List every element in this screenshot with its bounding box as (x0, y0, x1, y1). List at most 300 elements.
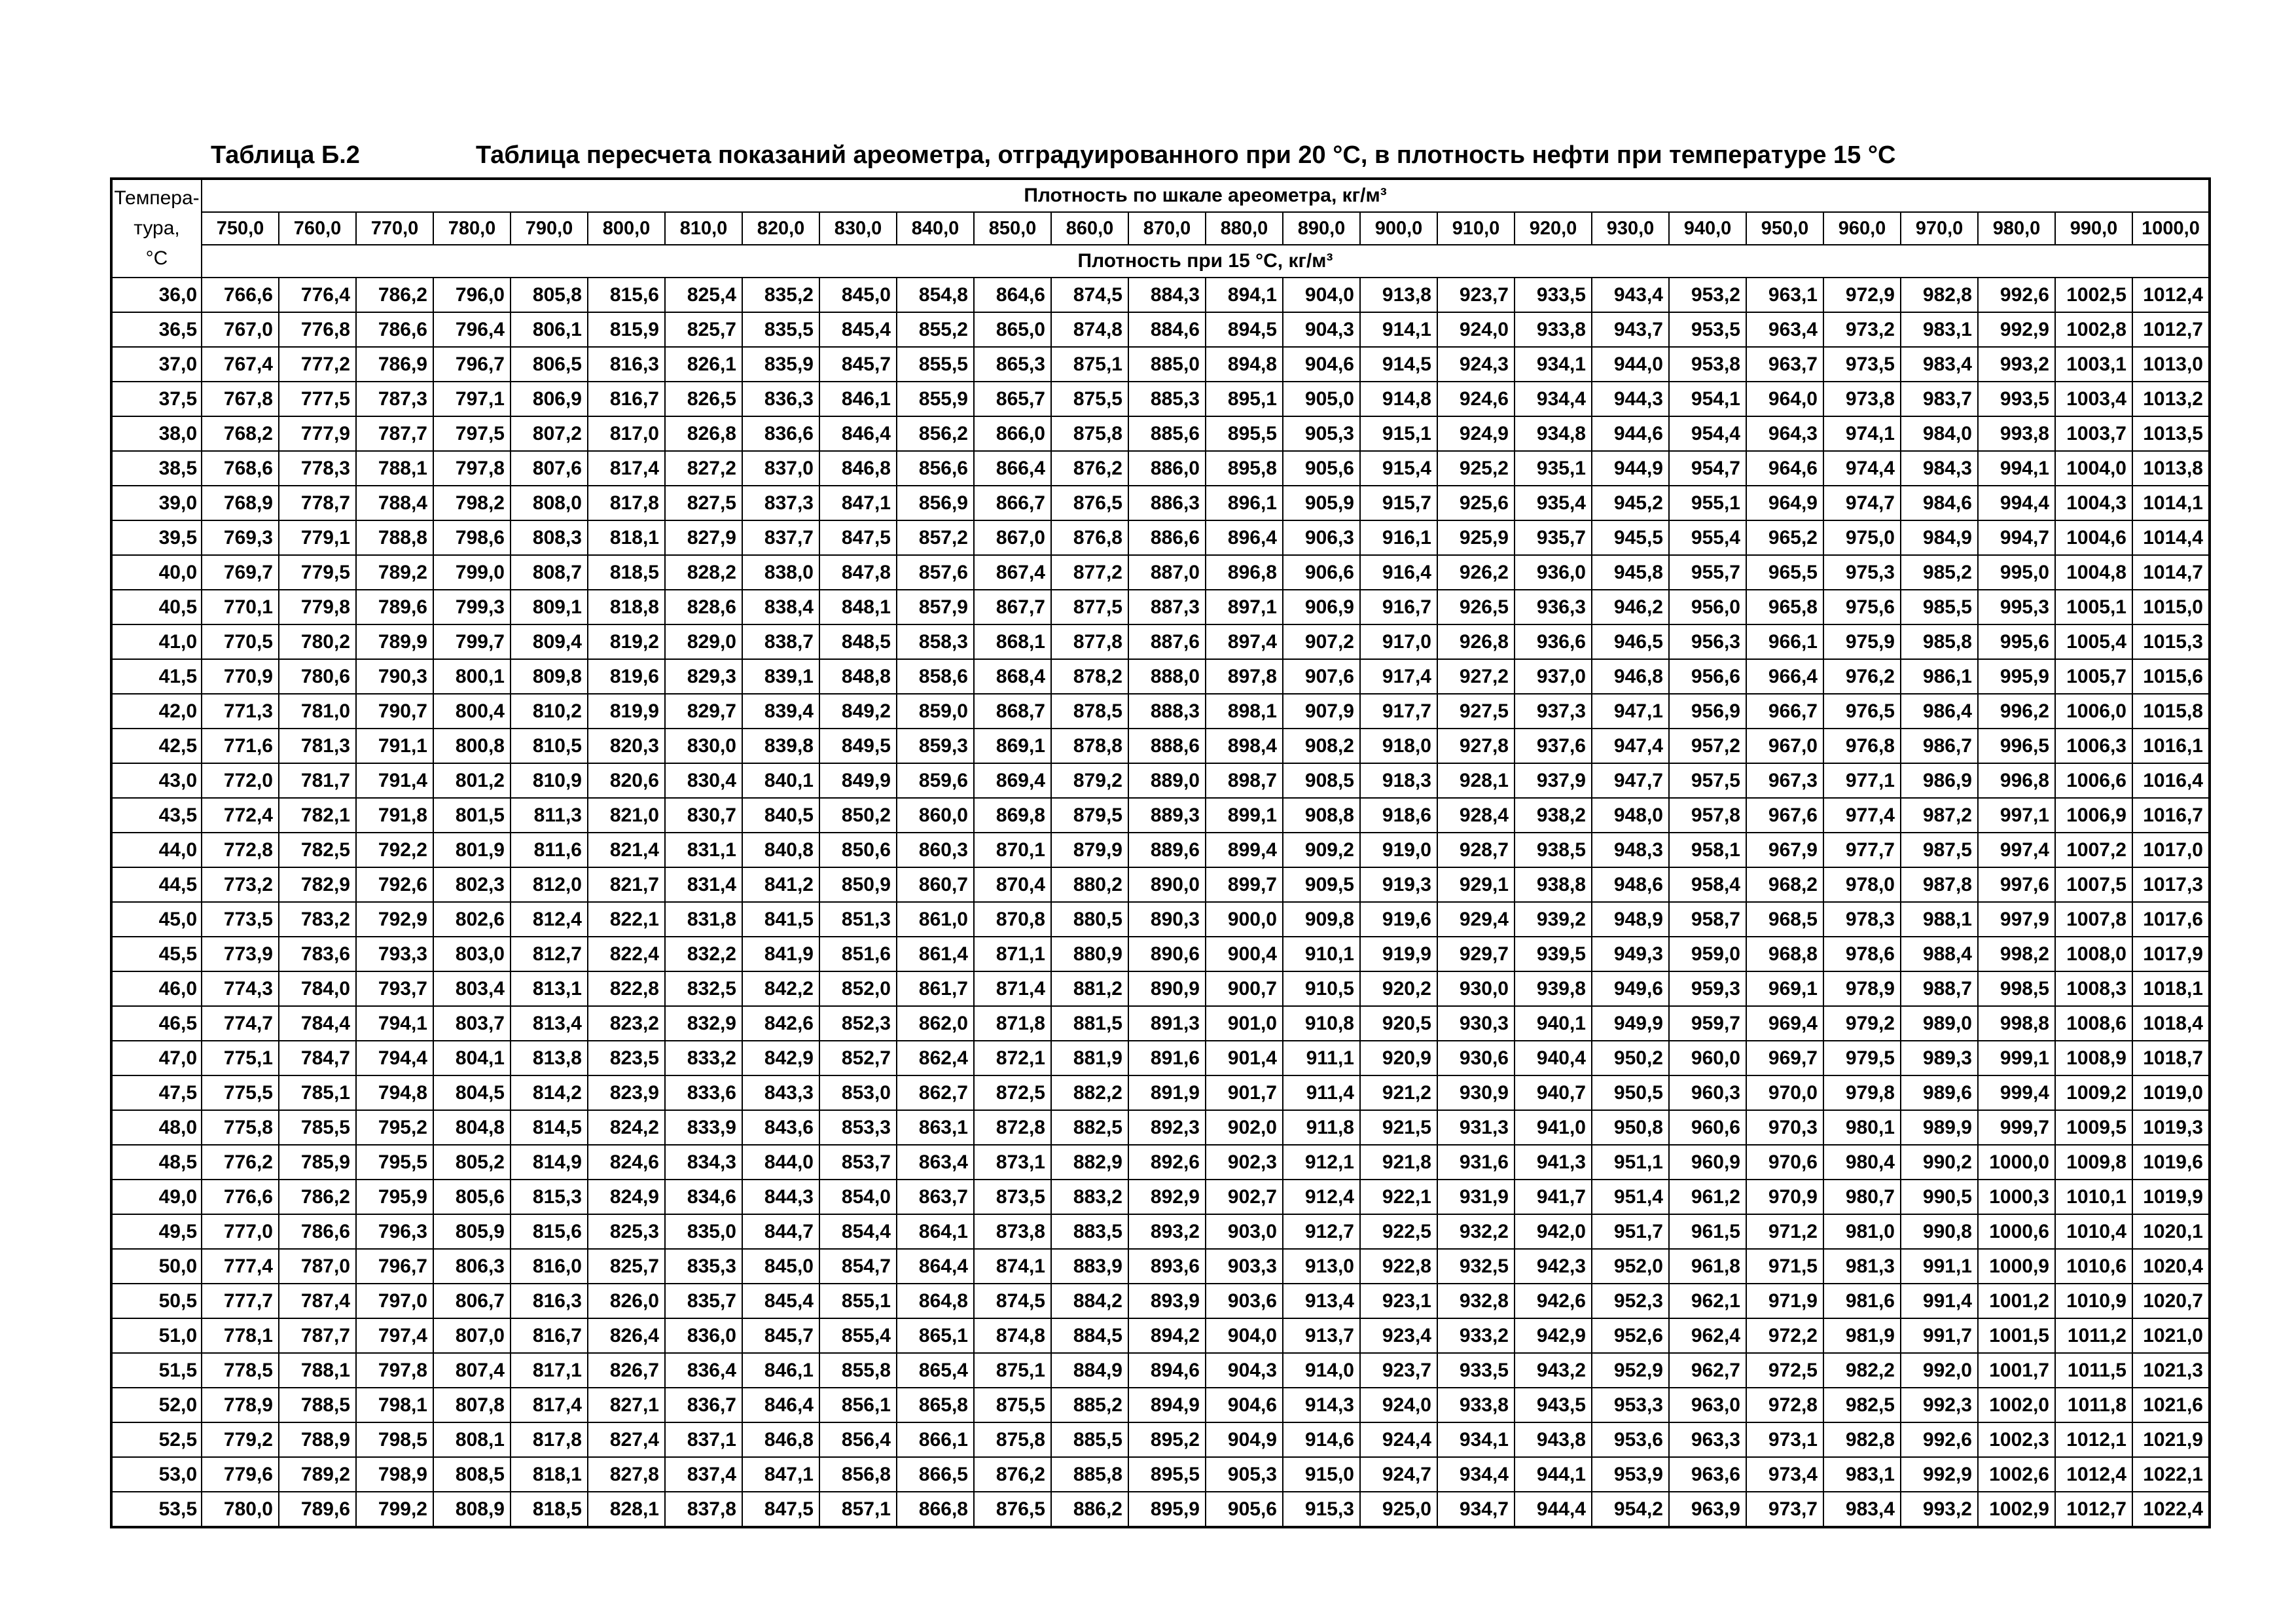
density-cell: 866,4 (974, 451, 1051, 486)
density-cell: 1012,1 (2055, 1422, 2132, 1457)
density-cell: 908,2 (1283, 729, 1360, 763)
density-cell: 884,6 (1128, 312, 1206, 347)
density-cell: 771,6 (202, 729, 279, 763)
density-cell: 890,9 (1128, 971, 1206, 1006)
density-cell: 992,9 (1901, 1457, 1978, 1492)
density-cell: 818,1 (588, 520, 665, 555)
density-cell: 942,6 (1515, 1284, 1592, 1318)
density-cell: 834,3 (665, 1145, 742, 1180)
density-cell: 856,8 (819, 1457, 897, 1492)
density-cell: 884,3 (1128, 278, 1206, 312)
density-cell: 980,7 (1823, 1180, 1901, 1214)
table-row (111, 1249, 2210, 1284)
density-cell: 1000,9 (1978, 1249, 2055, 1284)
density-cell: 975,0 (1823, 520, 1901, 555)
density-cell: 779,2 (202, 1422, 279, 1457)
density-cell: 940,4 (1515, 1041, 1592, 1075)
density-cell: 830,4 (665, 763, 742, 798)
density-cell: 919,6 (1360, 902, 1437, 937)
density-cell: 834,6 (665, 1180, 742, 1214)
density-cell: 924,0 (1360, 1388, 1437, 1422)
density-cell: 894,9 (1128, 1388, 1206, 1422)
density-cell: 848,5 (819, 624, 897, 659)
temperature-cell: 51,0 (111, 1318, 202, 1353)
density-cell: 823,9 (588, 1075, 665, 1110)
density-cell: 1013,0 (2132, 347, 2210, 382)
density-cell: 924,3 (1437, 347, 1515, 382)
density-cell: 849,5 (819, 729, 897, 763)
density-cell: 984,0 (1901, 416, 1978, 451)
density-cell: 933,8 (1437, 1388, 1515, 1422)
density-cell: 1002,3 (1978, 1422, 2055, 1457)
density-cell: 941,0 (1515, 1110, 1592, 1145)
temperature-cell: 41,0 (111, 624, 202, 659)
density-cell: 929,7 (1437, 937, 1515, 971)
density-cell: 778,7 (279, 486, 356, 520)
temperature-cell: 46,5 (111, 1006, 202, 1041)
density-cell: 795,2 (356, 1110, 433, 1145)
density-cell: 777,7 (202, 1284, 279, 1318)
density-cell: 959,7 (1669, 1006, 1746, 1041)
density-cell: 865,4 (897, 1353, 974, 1388)
density-cell: 997,1 (1978, 798, 2055, 833)
density-cell: 859,3 (897, 729, 974, 763)
density-cell: 920,2 (1360, 971, 1437, 1006)
density-cell: 828,2 (665, 555, 742, 590)
scale-density-column-header: 770,0 (356, 212, 433, 245)
density-cell: 811,6 (511, 833, 588, 867)
density-cell: 847,5 (819, 520, 897, 555)
density-cell: 956,0 (1669, 590, 1746, 624)
density-cell: 1002,8 (2055, 312, 2132, 347)
density-cell: 993,5 (1978, 382, 2055, 416)
density-cell: 1010,4 (2055, 1214, 2132, 1249)
density-cell: 805,9 (433, 1214, 511, 1249)
density-cell: 1001,5 (1978, 1318, 2055, 1353)
density-cell: 808,1 (433, 1422, 511, 1457)
density-cell: 925,6 (1437, 486, 1515, 520)
density-cell: 893,2 (1128, 1214, 1206, 1249)
density-cell: 953,9 (1592, 1457, 1669, 1492)
density-cell: 809,8 (511, 659, 588, 694)
scale-density-column-header: 960,0 (1823, 212, 1901, 245)
density-cell: 917,0 (1360, 624, 1437, 659)
density-cell: 986,9 (1901, 763, 1978, 798)
density-cell: 899,4 (1206, 833, 1283, 867)
density-cell: 902,7 (1206, 1180, 1283, 1214)
density-cell: 772,4 (202, 798, 279, 833)
density-cell: 923,7 (1437, 278, 1515, 312)
density-cell: 888,3 (1128, 694, 1206, 729)
density-cell: 1012,7 (2132, 312, 2210, 347)
density-cell: 813,4 (511, 1006, 588, 1041)
density-cell: 806,1 (511, 312, 588, 347)
density-cell: 934,1 (1437, 1422, 1515, 1457)
density-cell: 978,0 (1823, 867, 1901, 902)
density-cell: 846,1 (742, 1353, 819, 1388)
density-cell: 889,3 (1128, 798, 1206, 833)
density-cell: 817,8 (511, 1422, 588, 1457)
density-cell: 799,2 (356, 1492, 433, 1527)
density-cell: 966,1 (1746, 624, 1823, 659)
density-cell: 985,2 (1901, 555, 1978, 590)
density-cell: 910,1 (1283, 937, 1360, 971)
temperature-cell: 52,0 (111, 1388, 202, 1422)
density-cell: 1012,4 (2055, 1457, 2132, 1492)
density-cell: 876,2 (1051, 451, 1128, 486)
density-cell: 854,4 (819, 1214, 897, 1249)
density-cell: 867,7 (974, 590, 1051, 624)
density-cell: 973,7 (1746, 1492, 1823, 1527)
result-density-header: Плотность при 15 °С, кг/м³ (202, 245, 2210, 278)
density-cell: 835,7 (665, 1284, 742, 1318)
density-cell: 793,7 (356, 971, 433, 1006)
density-cell: 767,4 (202, 347, 279, 382)
density-cell: 841,5 (742, 902, 819, 937)
density-cell: 933,8 (1515, 312, 1592, 347)
density-cell: 957,2 (1669, 729, 1746, 763)
density-cell: 868,4 (974, 659, 1051, 694)
density-cell: 812,7 (511, 937, 588, 971)
density-cell: 944,4 (1515, 1492, 1592, 1527)
table-row (111, 1041, 2210, 1075)
density-cell: 776,8 (279, 312, 356, 347)
density-cell: 967,0 (1746, 729, 1823, 763)
density-cell: 883,9 (1051, 1249, 1128, 1284)
density-cell: 839,1 (742, 659, 819, 694)
density-cell: 847,5 (742, 1492, 819, 1527)
density-cell: 797,4 (356, 1318, 433, 1353)
density-cell: 1006,6 (2055, 763, 2132, 798)
density-cell: 913,0 (1283, 1249, 1360, 1284)
density-cell: 890,6 (1128, 937, 1206, 971)
density-cell: 795,9 (356, 1180, 433, 1214)
density-cell: 807,0 (433, 1318, 511, 1353)
density-cell: 1018,1 (2132, 971, 2210, 1006)
density-cell: 778,3 (279, 451, 356, 486)
density-cell: 789,6 (279, 1492, 356, 1527)
density-cell: 858,3 (897, 624, 974, 659)
temperature-header-cell (111, 179, 202, 278)
density-cell: 914,0 (1283, 1353, 1360, 1388)
density-cell: 1003,1 (2055, 347, 2132, 382)
density-cell: 804,8 (433, 1110, 511, 1145)
density-cell: 1010,1 (2055, 1180, 2132, 1214)
density-cell: 910,5 (1283, 971, 1360, 1006)
density-cell: 791,1 (356, 729, 433, 763)
density-cell: 929,4 (1437, 902, 1515, 937)
density-cell: 833,2 (665, 1041, 742, 1075)
temperature-cell: 39,0 (111, 486, 202, 520)
density-cell: 947,7 (1592, 763, 1669, 798)
table-row (111, 1180, 2210, 1214)
density-cell: 963,4 (1746, 312, 1823, 347)
density-cell: 829,7 (665, 694, 742, 729)
density-cell: 833,6 (665, 1075, 742, 1110)
density-cell: 788,1 (279, 1353, 356, 1388)
density-cell: 946,8 (1592, 659, 1669, 694)
density-cell: 930,6 (1437, 1041, 1515, 1075)
temperature-cell: 45,0 (111, 902, 202, 937)
density-cell: 833,9 (665, 1110, 742, 1145)
density-cell: 941,3 (1515, 1145, 1592, 1180)
density-cell: 881,5 (1051, 1006, 1128, 1041)
table-row (111, 1388, 2210, 1422)
density-cell: 917,4 (1360, 659, 1437, 694)
density-cell: 794,4 (356, 1041, 433, 1075)
density-cell: 1006,3 (2055, 729, 2132, 763)
density-cell: 962,1 (1669, 1284, 1746, 1318)
density-cell: 860,0 (897, 798, 974, 833)
density-cell: 931,6 (1437, 1145, 1515, 1180)
density-cell: 777,2 (279, 347, 356, 382)
density-cell: 789,9 (356, 624, 433, 659)
density-cell: 856,2 (897, 416, 974, 451)
density-cell: 983,1 (1901, 312, 1978, 347)
density-cell: 785,1 (279, 1075, 356, 1110)
density-cell: 930,9 (1437, 1075, 1515, 1110)
density-cell: 787,4 (279, 1284, 356, 1318)
scale-density-column-header: 950,0 (1746, 212, 1823, 245)
density-cell: 874,8 (1051, 312, 1128, 347)
density-cell: 1002,0 (1978, 1388, 2055, 1422)
temperature-cell: 46,0 (111, 971, 202, 1006)
density-cell: 868,1 (974, 624, 1051, 659)
density-cell: 876,2 (974, 1457, 1051, 1492)
density-cell: 973,5 (1823, 347, 1901, 382)
density-cell: 942,0 (1515, 1214, 1592, 1249)
density-cell: 1018,4 (2132, 1006, 2210, 1041)
density-cell: 866,1 (897, 1422, 974, 1457)
density-cell: 882,5 (1051, 1110, 1128, 1145)
density-cell: 892,9 (1128, 1180, 1206, 1214)
density-cell: 970,3 (1746, 1110, 1823, 1145)
density-cell: 897,4 (1206, 624, 1283, 659)
density-cell: 827,9 (665, 520, 742, 555)
density-cell: 982,8 (1901, 278, 1978, 312)
density-cell: 947,4 (1592, 729, 1669, 763)
density-cell: 1011,8 (2055, 1388, 2132, 1422)
density-cell: 895,5 (1206, 416, 1283, 451)
density-cell: 942,9 (1515, 1318, 1592, 1353)
density-cell: 846,8 (742, 1422, 819, 1457)
table-row (111, 382, 2210, 416)
density-cell: 855,4 (819, 1318, 897, 1353)
density-cell: 971,2 (1746, 1214, 1823, 1249)
density-cell: 806,5 (511, 347, 588, 382)
density-cell: 1015,8 (2132, 694, 2210, 729)
density-cell: 787,3 (356, 382, 433, 416)
table-row (111, 347, 2210, 382)
density-cell: 952,6 (1592, 1318, 1669, 1353)
density-cell: 852,7 (819, 1041, 897, 1075)
density-cell: 991,7 (1901, 1318, 1978, 1353)
density-cell: 895,9 (1128, 1492, 1206, 1527)
density-cell: 886,3 (1128, 486, 1206, 520)
density-cell: 1001,7 (1978, 1353, 2055, 1388)
density-cell: 783,6 (279, 937, 356, 971)
density-cell: 858,6 (897, 659, 974, 694)
density-cell: 840,8 (742, 833, 819, 867)
density-cell: 814,9 (511, 1145, 588, 1180)
table-row (111, 486, 2210, 520)
density-cell: 958,1 (1669, 833, 1746, 867)
density-cell: 770,1 (202, 590, 279, 624)
density-cell: 821,0 (588, 798, 665, 833)
density-cell: 878,2 (1051, 659, 1128, 694)
temperature-cell: 36,0 (111, 278, 202, 312)
density-cell: 1005,7 (2055, 659, 2132, 694)
density-cell: 953,3 (1592, 1388, 1669, 1422)
density-cell: 810,9 (511, 763, 588, 798)
density-cell: 884,9 (1051, 1353, 1128, 1388)
density-cell: 934,1 (1515, 347, 1592, 382)
density-cell: 915,3 (1283, 1492, 1360, 1527)
density-cell: 1006,9 (2055, 798, 2132, 833)
density-cell: 907,9 (1283, 694, 1360, 729)
density-cell: 925,2 (1437, 451, 1515, 486)
density-cell: 851,3 (819, 902, 897, 937)
density-cell: 846,1 (819, 382, 897, 416)
density-cell: 880,2 (1051, 867, 1128, 902)
density-cell: 943,2 (1515, 1353, 1592, 1388)
density-cell: 1007,2 (2055, 833, 2132, 867)
density-cell: 948,9 (1592, 902, 1669, 937)
density-cell: 887,0 (1128, 555, 1206, 590)
density-cell: 870,4 (974, 867, 1051, 902)
density-cell: 881,2 (1051, 971, 1128, 1006)
density-cell: 819,6 (588, 659, 665, 694)
density-cell: 827,8 (588, 1457, 665, 1492)
density-cell: 910,8 (1283, 1006, 1360, 1041)
density-cell: 926,8 (1437, 624, 1515, 659)
density-cell: 977,1 (1823, 763, 1901, 798)
density-cell: 1014,4 (2132, 520, 2210, 555)
density-cell: 875,1 (974, 1353, 1051, 1388)
temperature-cell: 50,5 (111, 1284, 202, 1318)
density-cell: 779,8 (279, 590, 356, 624)
density-cell: 878,5 (1051, 694, 1128, 729)
density-cell: 815,6 (588, 278, 665, 312)
scale-density-column-header: 880,0 (1206, 212, 1283, 245)
density-cell: 1021,9 (2132, 1422, 2210, 1457)
temperature-cell: 53,5 (111, 1492, 202, 1527)
density-cell: 943,7 (1592, 312, 1669, 347)
table-row (111, 1318, 2210, 1353)
density-cell: 904,6 (1283, 347, 1360, 382)
density-cell: 921,8 (1360, 1145, 1437, 1180)
density-cell: 894,6 (1128, 1353, 1206, 1388)
density-cell: 789,6 (356, 590, 433, 624)
density-cell: 922,8 (1360, 1249, 1437, 1284)
density-cell: 912,4 (1283, 1180, 1360, 1214)
density-cell: 957,8 (1669, 798, 1746, 833)
density-cell: 933,5 (1515, 278, 1592, 312)
density-cell: 934,4 (1437, 1457, 1515, 1492)
density-cell: 781,0 (279, 694, 356, 729)
density-cell: 952,0 (1592, 1249, 1669, 1284)
density-cell: 779,1 (279, 520, 356, 555)
density-cell: 774,3 (202, 971, 279, 1006)
temperature-cell: 37,5 (111, 382, 202, 416)
density-cell: 953,6 (1592, 1422, 1669, 1457)
density-cell: 955,4 (1669, 520, 1746, 555)
density-cell: 786,6 (279, 1214, 356, 1249)
table-row (111, 971, 2210, 1006)
density-cell: 855,5 (897, 347, 974, 382)
density-cell: 997,4 (1978, 833, 2055, 867)
density-cell: 869,1 (974, 729, 1051, 763)
density-cell: 853,3 (819, 1110, 897, 1145)
density-cell: 935,4 (1515, 486, 1592, 520)
density-cell: 835,0 (665, 1214, 742, 1249)
density-cell: 952,3 (1592, 1284, 1669, 1318)
density-cell: 856,9 (897, 486, 974, 520)
density-cell: 891,3 (1128, 1006, 1206, 1041)
density-cell: 840,5 (742, 798, 819, 833)
density-cell: 875,5 (1051, 382, 1128, 416)
table-row (111, 659, 2210, 694)
table-row (111, 416, 2210, 451)
density-cell: 843,3 (742, 1075, 819, 1110)
density-cell: 808,7 (511, 555, 588, 590)
density-cell: 927,2 (1437, 659, 1515, 694)
density-cell: 822,4 (588, 937, 665, 971)
density-cell: 923,7 (1360, 1353, 1437, 1388)
density-cell: 949,3 (1592, 937, 1669, 971)
density-cell: 1011,2 (2055, 1318, 2132, 1353)
density-cell: 938,5 (1515, 833, 1592, 867)
density-cell: 935,7 (1515, 520, 1592, 555)
scale-density-column-header: 790,0 (511, 212, 588, 245)
density-cell: 953,5 (1669, 312, 1746, 347)
table-row (111, 520, 2210, 555)
density-cell: 831,8 (665, 902, 742, 937)
density-cell: 781,3 (279, 729, 356, 763)
density-cell: 780,6 (279, 659, 356, 694)
density-cell: 784,0 (279, 971, 356, 1006)
density-cell: 923,4 (1360, 1318, 1437, 1353)
density-cell: 997,9 (1978, 902, 2055, 937)
density-cell: 893,6 (1128, 1249, 1206, 1284)
density-cell: 902,3 (1206, 1145, 1283, 1180)
density-cell: 788,9 (279, 1422, 356, 1457)
density-cell: 836,6 (742, 416, 819, 451)
density-cell: 818,5 (511, 1492, 588, 1527)
table-row (111, 1457, 2210, 1492)
density-cell: 818,1 (511, 1457, 588, 1492)
density-cell: 1019,6 (2132, 1145, 2210, 1180)
density-cell: 825,7 (665, 312, 742, 347)
density-cell: 975,9 (1823, 624, 1901, 659)
scale-density-column-header: 810,0 (665, 212, 742, 245)
scale-density-column-header: 820,0 (742, 212, 819, 245)
density-cell: 875,1 (1051, 347, 1128, 382)
density-cell: 951,1 (1592, 1145, 1669, 1180)
density-cell: 989,6 (1901, 1075, 1978, 1110)
density-cell: 844,7 (742, 1214, 819, 1249)
temperature-cell: 47,0 (111, 1041, 202, 1075)
scale-density-column-header: 750,0 (202, 212, 279, 245)
density-cell: 800,1 (433, 659, 511, 694)
density-cell: 967,3 (1746, 763, 1823, 798)
density-cell: 965,8 (1746, 590, 1823, 624)
density-cell: 809,4 (511, 624, 588, 659)
density-cell: 813,1 (511, 971, 588, 1006)
density-cell: 776,2 (202, 1145, 279, 1180)
density-cell: 954,7 (1669, 451, 1746, 486)
density-cell: 1009,2 (2055, 1075, 2132, 1110)
